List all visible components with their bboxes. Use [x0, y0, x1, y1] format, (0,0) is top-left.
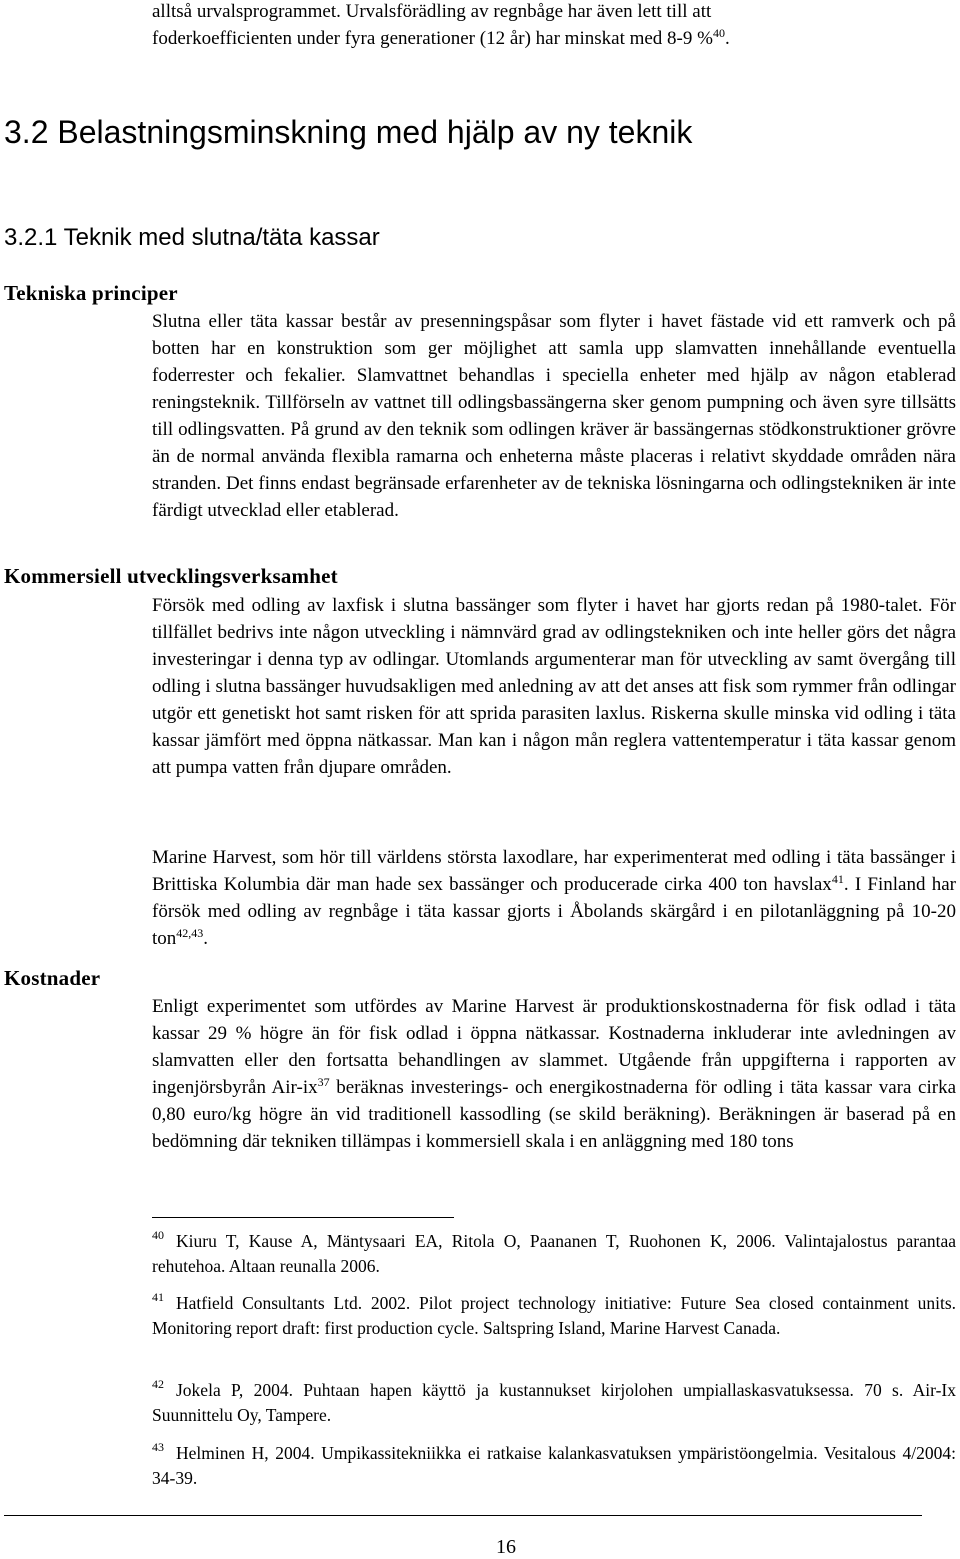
intro-line-2: foderkoefficienten under fyra generationer (12 år) har minskat med 8-9 %$^{40}$. [152, 26, 730, 49]
footnote-41: $^{41}$ Hatfield Consultants Ltd. 2002. Pilot project technology initiative: Future Sea closed containment units. Monitoring report draft: first production cycle. Saltspring Island, Marine Harvest Canada. [152, 1290, 956, 1338]
intro-line-1: alltså urvalsprogrammet. Urvalsförädling av regnbåge har även lett till att [152, 1, 712, 22]
section-title: 3.2 Belastningsminskning med hjälp av ny teknik [4, 114, 693, 150]
kommersiell-label: Kommersiell utvecklingsverksamhet [4, 564, 338, 588]
footnote-separator [152, 1217, 454, 1218]
kommersiell-paragraph-2: Marine Harvest, som hör till världens största laxodlare, har experimenterat med odling i täta bassänger i Brittiska Kolumbia där man hade sex bassänger och producerade cirka 400 ton havslax$^{41}$. I Finland har försök med odling av regnbåge i täta kassar gjorts i Åbolands skärgård i en pilotanläggning på 10-20 ton$^{42,43}$. [152, 847, 957, 949]
page-footer-rule [4, 1515, 922, 1516]
subsection-title: 3.2.1 Teknik med slutna/täta kassar [4, 224, 380, 251]
footnote-43: $^{43}$ Helminen H, 2004. Umpikassitekniikka ei ratkaise kalankasvatuksen ympäristöongelmia. Vesitalous 4/2004: 34-39. [152, 1440, 956, 1488]
footnote-ref-42-43[interactable]: 42,43 [176, 926, 204, 940]
kostnader-paragraph: Enligt experimentet som utfördes av Marine Harvest är produktionskostnaderna för fisk odlad i täta kassar 29 % högre än för fisk odlad i öppna nätkassar. Kostnaderna inkluderar inte avledningen av slamvatten eller den fortsatta behandlingen av slammet. Utgående från uppgifterna i rapporten av ingenjörsbyrån Air-$ix^{37}$ beräknas investerings- och energikostnaderna för odling i täta kassar vara cirka 0,80 euro/kg högre än vid traditionell kassodling (se skild beräkning). Beräkningen är baserad på en bedömning där tekniken tillämpas i kommersiell skala i en anläggning med 180 tons [152, 996, 957, 1152]
footnote-ref-37[interactable]: 37 [317, 1075, 330, 1089]
footnote-ref-40[interactable]: 40 [712, 26, 725, 40]
footnote-42: $^{42}$ Jokela P, 2004. Puhtaan hapen käyttö ja kustannukset kirjolohen umpiallaskasvatuksessa. 70 s. Air-Ix Suunnittelu Oy, Tampere. [152, 1377, 956, 1425]
kommersiell-paragraph-1: Försök med odling av laxfisk i slutna bassänger som flyter i havet har gjorts redan på 1980-talet. För tillfället bedrivs inte någon utveckling i nämnvärd grad av odlingstekniken och inte heller görs det några investeringar i denna typ av odlingar. Utomlands argumenterar man för utveckling av samt övergång till odling i slutna bassänger huvudsakligen med anledning av att det anses att fisk som rymmer från odlingar utgör ett genetiskt hot samt risken för att sprida parasiten laxlus. Riskerna skulle minska vid odling i täta kassar jämfört med öppna nätkassar. Man kan i någon mån reglera vattentemperatur i täta kassar genom att pumpa vatten från djupare områden. [152, 595, 956, 778]
footnote-ref-41[interactable]: 41 [831, 872, 844, 886]
page-number: 16 [496, 1536, 516, 1558]
footnote-40: $^{40}$ Kiuru T, Kause A, Mäntysaari EA, Ritola O, Paananen T, Ruohonen K, 2006. Valintajalostus parantaa rehutehoa. Altaan reunalla 2006. [152, 1228, 956, 1276]
tekniska-paragraph: Slutna eller täta kassar består av presenningspåsar som flyter i havet fästade vid ett ramverk och på botten har en konstruktion som ger möjlighet att samla upp slamvatten innehållande eventuella foderrester och fekalier. Slamvattnet behandlas i speciella enheter med hjälp av någon etablerad reningsteknik. Tillförseln av vattnet till odlingsbassängerna sker genom pumpning och även syre tillsätts till odlingsvatten. På grund av den teknik som odlingen kräver är bassängernas stödkonstruktioner grövre än de normal använda flexibla ramarna och enheterna måste placeras i relativt skyddade områden nära stranden. Det finns endast begränsade erfarenheter av de tekniska lösningarna och odlingstekniken är inte färdigt utvecklad eller etablerad. [152, 311, 956, 521]
tekniska-label: Tekniska principer [4, 281, 178, 305]
intro-paragraph [152, 0, 956, 52]
kostnader-label: Kostnader [4, 966, 101, 990]
